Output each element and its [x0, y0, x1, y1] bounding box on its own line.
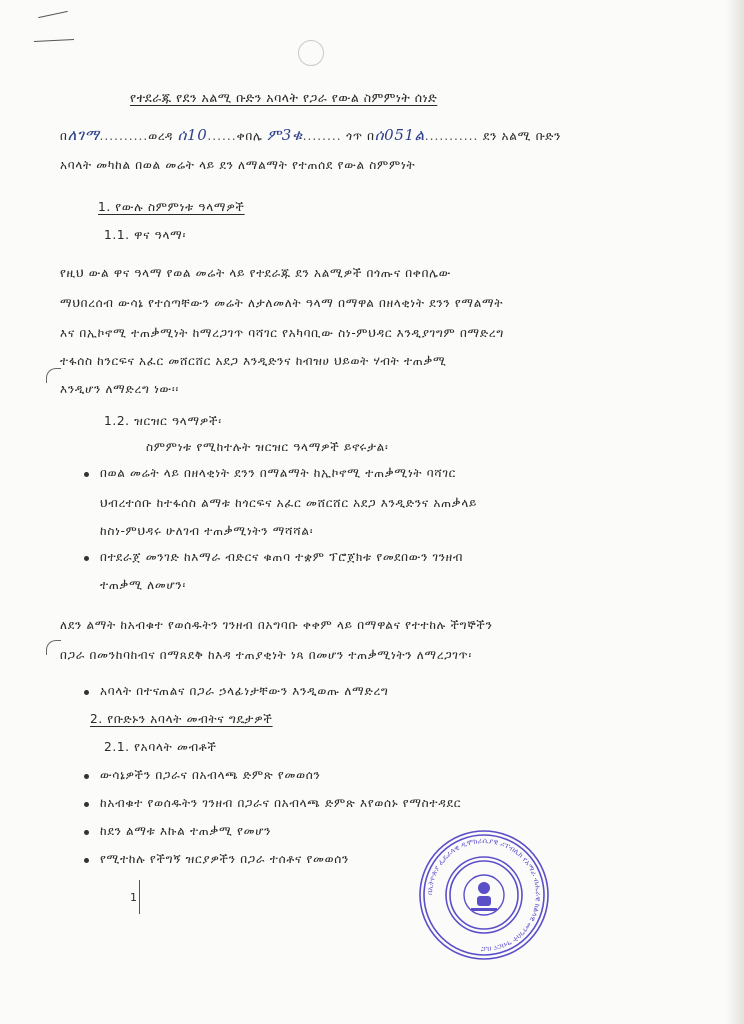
- fill-dots: ..........: [99, 129, 149, 143]
- bullet-dot: [84, 858, 89, 863]
- intro-prefix: በ: [60, 129, 68, 143]
- handwritten-woreda: ሰ10: [177, 126, 208, 144]
- intro-suffix: ደን አልሚ ቡድን: [482, 129, 562, 143]
- punch-hole: [298, 40, 324, 66]
- bullet-line: የሚተከሉ የችግኝ ዝርያዎችን በጋራ ተሰቶና የመወሰን: [100, 852, 350, 866]
- intro-line-1: [60, 126, 561, 144]
- handwritten-kebele: ም3ቁ: [267, 126, 303, 144]
- bullet-dot: [84, 690, 89, 695]
- section-1-1-heading: 1.1. ዋና ዓላማ፡: [104, 228, 186, 242]
- bullet-line: ውሳኔዎችን በጋራና በአብላጫ ድምጽ የመወሰን: [100, 768, 321, 782]
- scan-curl-mark: [46, 640, 61, 655]
- paragraph-line: ለደን ልማት ከአብቁተ የወሰዱትን ገንዘብ በአግባቡ ቀቀም ላይ በማዋልና የተተከሉ ችግኞችን: [60, 618, 493, 632]
- section-1-2-intro: ስምምነቱ የሚከተሉት ዝርዝር ዓላማዎች ይኖሩታል፡: [146, 440, 389, 454]
- document-title: የተደራጁ የደን አልሚ ቡድን አባላት የጋራ የውል ስምምነት ሰነድ: [130, 90, 438, 105]
- paragraph-line: ማህበረሰብ ውሳኔ የተሰጣቸውን መሬት ለታለመለት ዓላማ በማዋል በዘላቂነት ደንን የማልማት: [60, 296, 504, 310]
- stamp-rings: [420, 831, 548, 959]
- section-2-heading: 2. የቡድኑን አባላት መብትና ግዴታዎች: [90, 712, 273, 726]
- bullet-line: ተጠቃሚ ለመሆን፡: [100, 578, 186, 592]
- stamp-ring-text: በኢትዮጵያ ፌዴራላዊ ዲሞክራሲያዊ ሪፐብሊክ የአማራ ብሔራዊ ክልላዊ መንግስት ግብርና ቢሮ: [424, 835, 544, 955]
- bullet-line: በወል መሬት ላይ በዘላቂነት ደንን በማልማት ከኢኮኖሚ ተጠቃሚነት ባሻገር: [100, 466, 456, 480]
- margin-mark: [139, 880, 140, 914]
- scan-mark: [34, 39, 74, 42]
- bullet-line: ህብረተሰቡ ከተፋሰስ ልማቱ ከጎርፍና አፈር መሸርሸር አደጋ እንዲድንና አጠቃላይ: [100, 496, 478, 510]
- bullet-dot: [84, 830, 89, 835]
- intro-line-2: አባላት መካከል በወል መሬት ላይ ደን ለማልማት የተጠሰደ የውል ስምምነት: [60, 158, 416, 172]
- scan-mark: [38, 11, 68, 18]
- bullet-dot: [84, 556, 89, 561]
- page-number: 1: [130, 891, 137, 904]
- bullet-line: አባላት በተናጠልና በጋራ ኃላፊነታቸውን እንዲወጡ ለማድረግ: [100, 684, 389, 698]
- group-label: ጎጥ በ: [346, 129, 375, 143]
- bullet-line: ከስነ-ምህዳሩ ሁለገብ ተጠቃሚነትን ማሻሻል፡: [100, 524, 314, 538]
- section-1-2-heading: 1.2. ዝርዝር ዓላማዎች፡: [104, 414, 222, 428]
- handwritten-name: ለገማ: [67, 126, 100, 144]
- section-1-heading: 1. የውሉ ስምምነቱ ዓላማዎች: [98, 200, 245, 214]
- bullet-dot: [84, 802, 89, 807]
- paragraph-line: እና በኢኮኖሚ ተጠቃሚነት ከማረጋገጥ ባሻገር የአካባቢው ስነ-ምህዳር እንዲያገግም በማድረግ: [60, 326, 504, 340]
- paper-edge-shadow: [726, 0, 744, 1024]
- fill-dots: ........: [302, 129, 342, 143]
- paragraph-line: በጋራ በመንከባከብና በማጸደቅ ከእዳ ተጠያቂነት ነጻ በመሆን ተጠቃሚነትን ለማረጋገጥ፡: [60, 648, 472, 662]
- handwritten-group: ሰ051ል: [374, 126, 425, 144]
- paragraph-line: ተፋሰስ ከንርፍና አፈር መሸርሸር አደጋ እንዲድንና ከብዝሀ ህይወት ሃብት ተጠቃሚ: [60, 354, 447, 368]
- fill-dots: ...........: [424, 129, 479, 143]
- fill-dots: ......: [207, 129, 237, 143]
- paragraph-line: እንዲሆን ለማድረግ ነው፡፡: [60, 382, 179, 396]
- kebele-label: ቀበሌ: [236, 129, 263, 143]
- paragraph-line: የዚህ ውል ዋና ዓላማ የወል መሬት ላይ የተደራጁ ደን አልሚዎች በጎጡና በቀበሌው: [60, 266, 452, 280]
- bullet-dot: [84, 472, 89, 477]
- woreda-label: ወረዳ: [148, 129, 174, 143]
- bullet-dot: [84, 774, 89, 779]
- bullet-line: ከደን ልማቱ እኩል ተጠቃሚ የመሆን: [100, 824, 272, 838]
- section-2-1-heading: 2.1. የአባላት መብቶች: [104, 740, 217, 754]
- bullet-line: በተደራጀ መንገድ ከእማራ ብድርና ቁጠባ ተቋም ፕሮጀክቱ የመደበውን ገንዘብ: [100, 550, 464, 564]
- stamp-emblem: [464, 875, 504, 915]
- bullet-line: ከአብቁተ የወሰዱትን ገንዘብ በጋራና በአብላጫ ድምጽ እየወሰኑ የማስተዳደር: [100, 796, 462, 810]
- scan-curl-mark: [46, 368, 61, 383]
- official-stamp: [415, 828, 553, 962]
